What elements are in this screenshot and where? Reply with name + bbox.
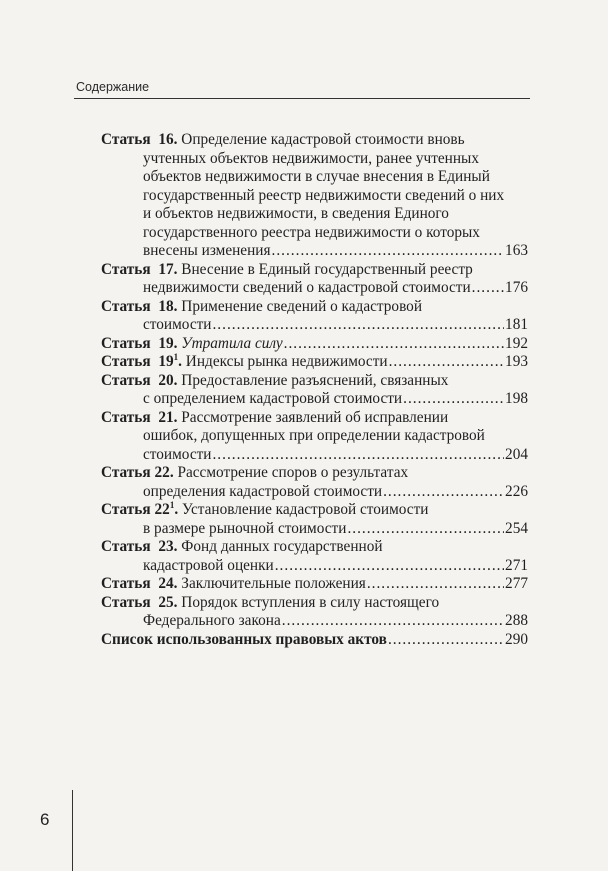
page-number: 192 (505, 334, 528, 352)
toc-entry-21[interactable]: Статья 21. Рассмотрение заявлений об исправлении ошибок, допущенных при определении кадастровой стоимости ..... 204 (101, 409, 528, 465)
dot-leader (212, 446, 504, 465)
article-label: Статья 25. (101, 593, 178, 611)
toc-entry-22-1[interactable]: Статья $22^1$. Установление кадастровой стоимости в размере рыночной стоимости ..... 254 (101, 501, 528, 538)
page-number: 176 (505, 279, 528, 296)
toc-entry-23[interactable]: Статья 23. Фонд данных государственной кадастровой оценки ..... 271 (101, 538, 528, 575)
toc-entry-title: Список использованных правовых актов (101, 630, 387, 648)
toc-entry-17[interactable]: Статья 17. Внесение в Единый государственный реестр недвижимости сведений о кадастровой стоимости ..... 176 (101, 261, 528, 298)
toc-entry-16[interactable]: Статья 16. Определение кадастровой стоимости вновь учтенных объектов недвижимости, ранее учтенных объектов недвижимости в случае внесения в Единый государственный реестр недвижимости сведений о них и объектов недвижимости, в сведения Единого государственного реестра недвижимости о которых внесены изменения ..... 163 (101, 131, 528, 261)
toc-entry-title: Индексы рынка недвижимости (185, 353, 388, 370)
article-label: Статья 24. (101, 575, 178, 592)
article-label: Статья $22^1$. (101, 499, 179, 518)
article-label: Статья 23. (101, 538, 178, 555)
page-number: 193 (505, 353, 528, 370)
toc-entry-title: Установление кадастровой стоимости (181, 501, 429, 518)
toc-entry-25[interactable]: Статья 25. Порядок вступления в силу настоящего Федерального закона ..... 288 (101, 594, 528, 631)
dot-leader (389, 353, 504, 372)
article-label: Статья 20. (101, 371, 178, 389)
dot-leader (282, 612, 504, 631)
toc-entry-22[interactable]: Статья 22. Рассмотрение споров о результатах определения кадастровой стоимости ..... 226 (101, 464, 528, 501)
header-rule (74, 98, 530, 99)
article-label: Статья 22. (101, 464, 174, 481)
toc-entry-title: Рассмотрение заявлений об исправлении (181, 408, 449, 426)
page-number: 181 (505, 316, 528, 333)
dot-leader (272, 242, 505, 261)
page-number: 254 (505, 519, 528, 537)
running-title: Содержание (76, 80, 150, 94)
dot-leader (388, 631, 504, 650)
toc-entry-title: Порядок вступления в силу настоящего (181, 593, 440, 611)
article-label: Статья 16. (101, 131, 178, 148)
page-number: 277 (505, 575, 528, 592)
dot-leader (472, 279, 504, 298)
dot-leader (383, 483, 504, 502)
page-number: 204 (505, 445, 528, 463)
article-label: Статья 19. (101, 334, 178, 352)
dot-leader (275, 557, 504, 576)
toc-entry-sources[interactable] (101, 631, 528, 650)
toc-entry-title: Применение сведений о кадастровой (181, 297, 423, 315)
toc-entry-title: Предоставление разъяснений, связанных (181, 371, 449, 389)
dot-leader (284, 335, 504, 354)
article-label: Статья 21. (101, 408, 178, 426)
page-number: 226 (505, 482, 528, 500)
toc-entry-20[interactable]: Статья 20. Предоставление разъяснений, связанных с определением кадастровой стоимости ..... 198 (101, 372, 528, 409)
page-number: 198 (505, 390, 528, 407)
toc-entry-18[interactable]: Статья 18. Применение сведений о кадастровой стоимости ..... 181 (101, 298, 528, 335)
toc-entry-title: Внесение в Единый государственный реестр (181, 260, 473, 278)
toc-entry-24[interactable] (101, 575, 528, 594)
toc-entry-title: Рассмотрение споров о результатах (177, 464, 409, 481)
toc-entry-title: Заключительные положения (181, 575, 366, 592)
page-number: 163 (505, 242, 528, 259)
toc-entry-title: Фонд данных государственной (181, 538, 383, 555)
toc-entry-title: Утратила силу (181, 334, 283, 352)
article-label: Статья $19^1$. (101, 351, 182, 370)
dot-leader (403, 390, 504, 409)
toc-entry-19-1[interactable] (101, 353, 528, 372)
page-number: 288 (505, 612, 528, 629)
article-label: Статья 18. (101, 297, 178, 315)
dot-leader (212, 316, 504, 335)
toc-entry-19[interactable] (101, 335, 528, 354)
page-number: 271 (505, 556, 528, 574)
dot-leader (347, 520, 504, 539)
dot-leader (367, 575, 504, 594)
table-of-contents (101, 131, 528, 649)
footer-rule (72, 790, 73, 871)
toc-entry-title: Определение кадастровой стоимости вновь (181, 131, 465, 148)
article-label: Статья 17. (101, 260, 178, 278)
page-number-footer: 6 (40, 810, 50, 829)
page-number: 290 (505, 630, 528, 648)
